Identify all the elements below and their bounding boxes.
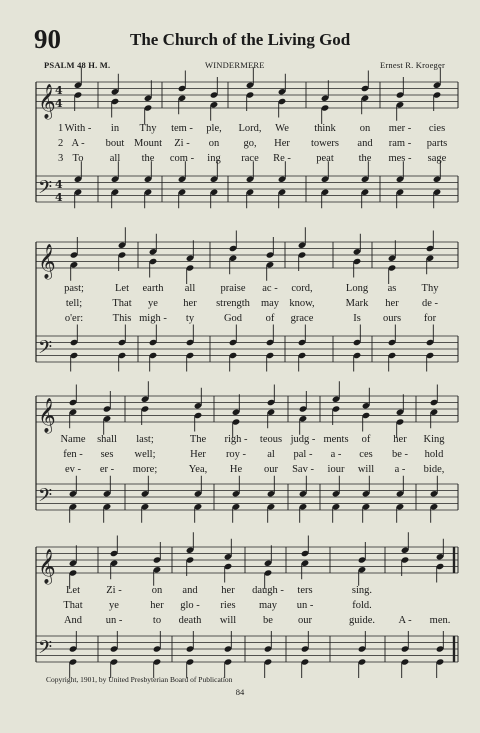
lyric-syllable: strength [216,298,250,309]
note-chord [396,77,405,121]
lyric-syllable: ram - [388,138,412,149]
lyric-syllable: Zi - [106,585,122,596]
note-chord [69,476,78,523]
lyric-line [0,153,480,167]
note-chord [111,74,120,118]
lyric-syllable: the [358,153,372,164]
lyric-syllable: sing. [351,585,373,596]
lyric-syllable: fold. [352,600,372,611]
note-chord [103,476,112,523]
note-chord [362,388,371,432]
verse-number: 2 [58,138,64,149]
note-chord [224,631,233,678]
note-chord [144,80,153,124]
note-chord [396,394,405,438]
lyric-syllable: of [361,434,371,445]
copyright: Copyright, 1901, by United Presbyterian Board of Publication [46,675,233,684]
lyric-syllable: ple, [206,123,222,134]
lyric-syllable: King [423,434,445,445]
note-chord [298,227,307,271]
lyric-syllable: Let [115,283,129,294]
lyric-syllable: on [151,585,163,596]
lyric-syllable: may [258,600,278,611]
lyric-syllable: com - [169,153,195,164]
verse-number: 1 [58,123,64,134]
lyric-syllable: her [393,434,407,445]
lyric-syllable: al [267,449,275,460]
lyric-syllable: for [423,313,437,324]
lyric-syllable: Lord, [238,123,262,134]
lyric-line [0,298,480,312]
lyric-syllable: peat [316,153,334,164]
bass-staff [36,636,458,662]
note-chord [232,476,241,523]
lyric-syllable: guide. [349,615,375,626]
lyric-syllable: know, [289,298,315,309]
lyric-syllable: and [357,138,373,149]
lyric-syllable: glo - [180,600,200,611]
lyric-syllable: praise [220,283,246,294]
lyric-syllable: race [241,153,259,164]
lyric-syllable: This [112,313,132,324]
lyric-syllable: judg - [290,434,316,445]
note-chord [178,161,187,208]
lyric-line [0,585,480,599]
lyric-syllable: teous [259,434,283,445]
verse-number: 3 [58,153,64,164]
bass-staff [36,336,458,362]
lyric-syllable: ces [359,449,373,460]
lyric-syllable: er - [99,464,115,475]
lyric-syllable: de - [421,298,439,309]
lyric-syllable: cies [428,123,446,134]
lyric-syllable: hold [424,449,444,460]
bass-clef-icon: 𝄢 [38,177,53,203]
lyric-syllable: as [387,283,397,294]
lyric-syllable: ye [109,600,119,611]
lyric-syllable: her [385,298,399,309]
note-chord [401,631,410,678]
note-chord [110,631,119,678]
hymn-number: 90 [34,24,61,54]
note-chord [149,234,158,278]
lyric-line [0,449,480,463]
note-chord [388,240,397,284]
lyric-syllable: ments [323,434,349,445]
lyric-syllable: ev - [64,464,82,475]
lyric-syllable: bout [105,138,125,149]
lyric-line [0,615,480,629]
note-chord [141,476,150,523]
lyric-syllable: more; [132,464,158,475]
note-chord [436,539,445,583]
note-chord [70,325,79,372]
lyric-syllable: migh - [139,313,167,324]
lyric-syllable: go, [243,138,257,149]
note-chord [74,161,83,208]
note-chord [358,542,367,586]
lyric-line [0,123,480,137]
note-chord [186,240,195,284]
bass-clef-icon: 𝄢 [38,337,53,363]
time-signature-icon: 4 [55,97,63,110]
note-chord [358,631,367,678]
page-number: 84 [235,687,245,697]
note-chord [186,532,195,576]
lyric-syllable: a - [330,449,342,460]
note-chord [299,476,308,523]
note-chord [186,631,195,678]
composer: Ernest R. Kroeger [380,60,446,70]
lyric-syllable: ac - [262,283,278,294]
lyric-syllable: Zi - [174,138,190,149]
note-chord [266,325,275,372]
lyric-syllable: grace [290,313,314,324]
note-chord [186,325,195,372]
lyric-syllable: think [314,123,336,134]
lyric-syllable: mes - [388,153,412,164]
hymn-title: The Church of the Living God [130,30,351,49]
lyric-syllable: Is [353,313,361,324]
lyric-syllable: A - [71,138,85,149]
lyric-syllable: tell; [65,298,83,309]
lyric-syllable: iour [327,464,345,475]
lyric-syllable: sage [427,153,447,164]
note-chord [278,161,287,208]
lyric-syllable: and [182,585,198,596]
lyric-syllable: all [184,283,196,294]
lyric-line [0,283,480,297]
lyric-syllable: death [178,615,202,626]
note-chord [153,542,162,586]
lyric-syllable: in [110,123,120,134]
lyric-syllable: bide, [423,464,445,475]
lyric-syllable: pal - [293,449,313,460]
note-chord [278,74,287,118]
lyric-syllable: her [150,600,164,611]
note-chord [433,161,442,208]
lyric-syllable: Let [66,585,80,596]
lyric-syllable: towers [311,138,339,149]
bass-staff [36,484,458,510]
lyric-syllable: to [152,615,162,626]
bass-clef-icon: 𝄢 [38,637,53,663]
lyric-line [0,313,480,327]
note-chord [69,545,78,589]
lyric-syllable: earth [142,283,164,294]
lyric-syllable: all [109,153,121,164]
lyric-syllable: Her [274,138,290,149]
lyric-syllable: ries [220,600,236,611]
note-chord [246,67,255,111]
note-chord [70,237,79,281]
lyric-syllable: ty [185,313,195,324]
lyric-line [0,464,480,478]
note-chord [224,539,233,583]
lyric-syllable: Her [190,449,206,460]
lyric-syllable: be [263,615,273,626]
lyric-syllable: will [219,615,237,626]
note-chord [353,325,362,372]
note-chord [232,394,241,438]
lyric-syllable: be - [391,449,409,460]
note-chord [332,381,341,425]
lyric-syllable: daugh - [252,585,284,596]
note-chord [353,234,362,278]
note-chord [210,161,219,208]
note-chord [74,67,83,111]
lyric-syllable: The [189,434,207,445]
note-chord [388,325,397,372]
treble-staff [36,396,458,422]
lyric-syllable: will [357,464,375,475]
lyric-syllable: Thy [139,123,157,134]
lyric-syllable: her [221,585,235,596]
note-chord [299,391,308,435]
lyric-syllable: He [229,464,243,475]
lyric-syllable: our [264,464,278,475]
lyric-syllable: Yea, [188,464,208,475]
note-chord [111,161,120,208]
lyric-syllable: last; [136,434,154,445]
note-chord [426,325,435,372]
lyric-line [0,434,480,448]
note-chord [103,391,112,435]
lyric-syllable: Name [60,434,86,445]
lyric-line [0,600,480,614]
lyric-syllable: We [275,123,289,134]
lyric-syllable: ye [148,298,158,309]
time-signature-icon: 4 [55,178,63,191]
note-chord [264,631,273,678]
note-chord [267,476,276,523]
note-chord [229,325,238,372]
lyric-syllable: That [112,298,132,309]
treble-clef-icon: 𝄞 [38,244,56,279]
treble-clef-icon: 𝄞 [38,398,56,433]
lyric-syllable: mer - [388,123,412,134]
note-chord [361,161,370,208]
note-chord [264,545,273,589]
lyric-syllable: a - [394,464,406,475]
lyric-syllable: o'er: [64,313,84,324]
note-chord [321,161,330,208]
lyric-syllable: well; [134,449,156,460]
lyric-syllable: tem - [171,123,193,134]
note-chord [153,631,162,678]
note-chord [321,80,330,124]
note-chord [396,161,405,208]
lyric-syllable: A - [398,615,412,626]
note-chord [194,388,203,432]
lyric-syllable: the [141,153,155,164]
note-chord [246,161,255,208]
lyric-syllable: on [208,138,220,149]
lyric-syllable: Thy [421,283,439,294]
lyric-syllable: Mark [345,298,369,309]
treble-staff [36,547,458,573]
tune-name: WINDERMERE [205,60,265,70]
lyric-syllable: Sav - [292,464,314,475]
lyric-syllable: And [63,615,83,626]
lyric-syllable: ours [382,313,402,324]
lyric-syllable: past; [64,283,84,294]
lyric-syllable: roy - [225,449,247,460]
lyric-syllable: Long [345,283,369,294]
note-chord [332,476,341,523]
lyric-syllable: may [260,298,280,309]
lyric-syllable: To [72,153,84,164]
lyric-syllable: ses [100,449,114,460]
lyric-syllable: cord, [291,283,313,294]
note-chord [141,381,150,425]
note-chord [362,476,371,523]
note-chord [298,325,307,372]
lyric-syllable: her [183,298,197,309]
note-chord [118,325,127,372]
lyric-syllable: parts [426,138,448,149]
note-chord [210,77,219,121]
note-chord [430,476,439,523]
note-chord [433,67,442,111]
bass-clef-icon: 𝄢 [38,485,53,511]
lyric-syllable: righ - [224,434,248,445]
note-chord [436,631,445,678]
lyric-syllable: of [265,313,275,324]
lyric-syllable: un - [296,600,314,611]
treble-clef-icon: 𝄞 [38,549,56,584]
lyric-syllable: men. [429,615,451,626]
lyric-line [0,138,480,152]
lyric-syllable: shall [97,434,117,445]
note-chord [401,532,410,576]
lyric-syllable: on [359,123,371,134]
time-signature-icon: 4 [55,84,63,97]
lyric-syllable: That [63,600,83,611]
treble-clef-icon: 𝄞 [38,84,56,119]
note-chord [194,476,203,523]
time-signature-icon: 4 [55,191,63,204]
lyric-syllable: ters [297,585,313,596]
treble-staff [36,242,458,268]
note-chord [301,631,310,678]
note-chord [396,476,405,523]
lyric-syllable: With - [64,123,92,134]
note-chord [266,237,275,281]
lyric-syllable: our [298,615,312,626]
lyric-syllable: Re - [273,153,291,164]
note-chord [69,631,78,678]
note-chord [118,227,127,271]
lyric-syllable: ing [207,153,221,164]
lyric-syllable: un - [105,615,123,626]
lyric-syllable: fen - [63,449,83,460]
lyric-syllable: God [223,313,243,324]
note-chord [144,161,153,208]
lyric-syllable: Mount [133,138,163,149]
psalm-meter: PSALM 48 H. M. [44,60,111,70]
note-chord [149,325,158,372]
